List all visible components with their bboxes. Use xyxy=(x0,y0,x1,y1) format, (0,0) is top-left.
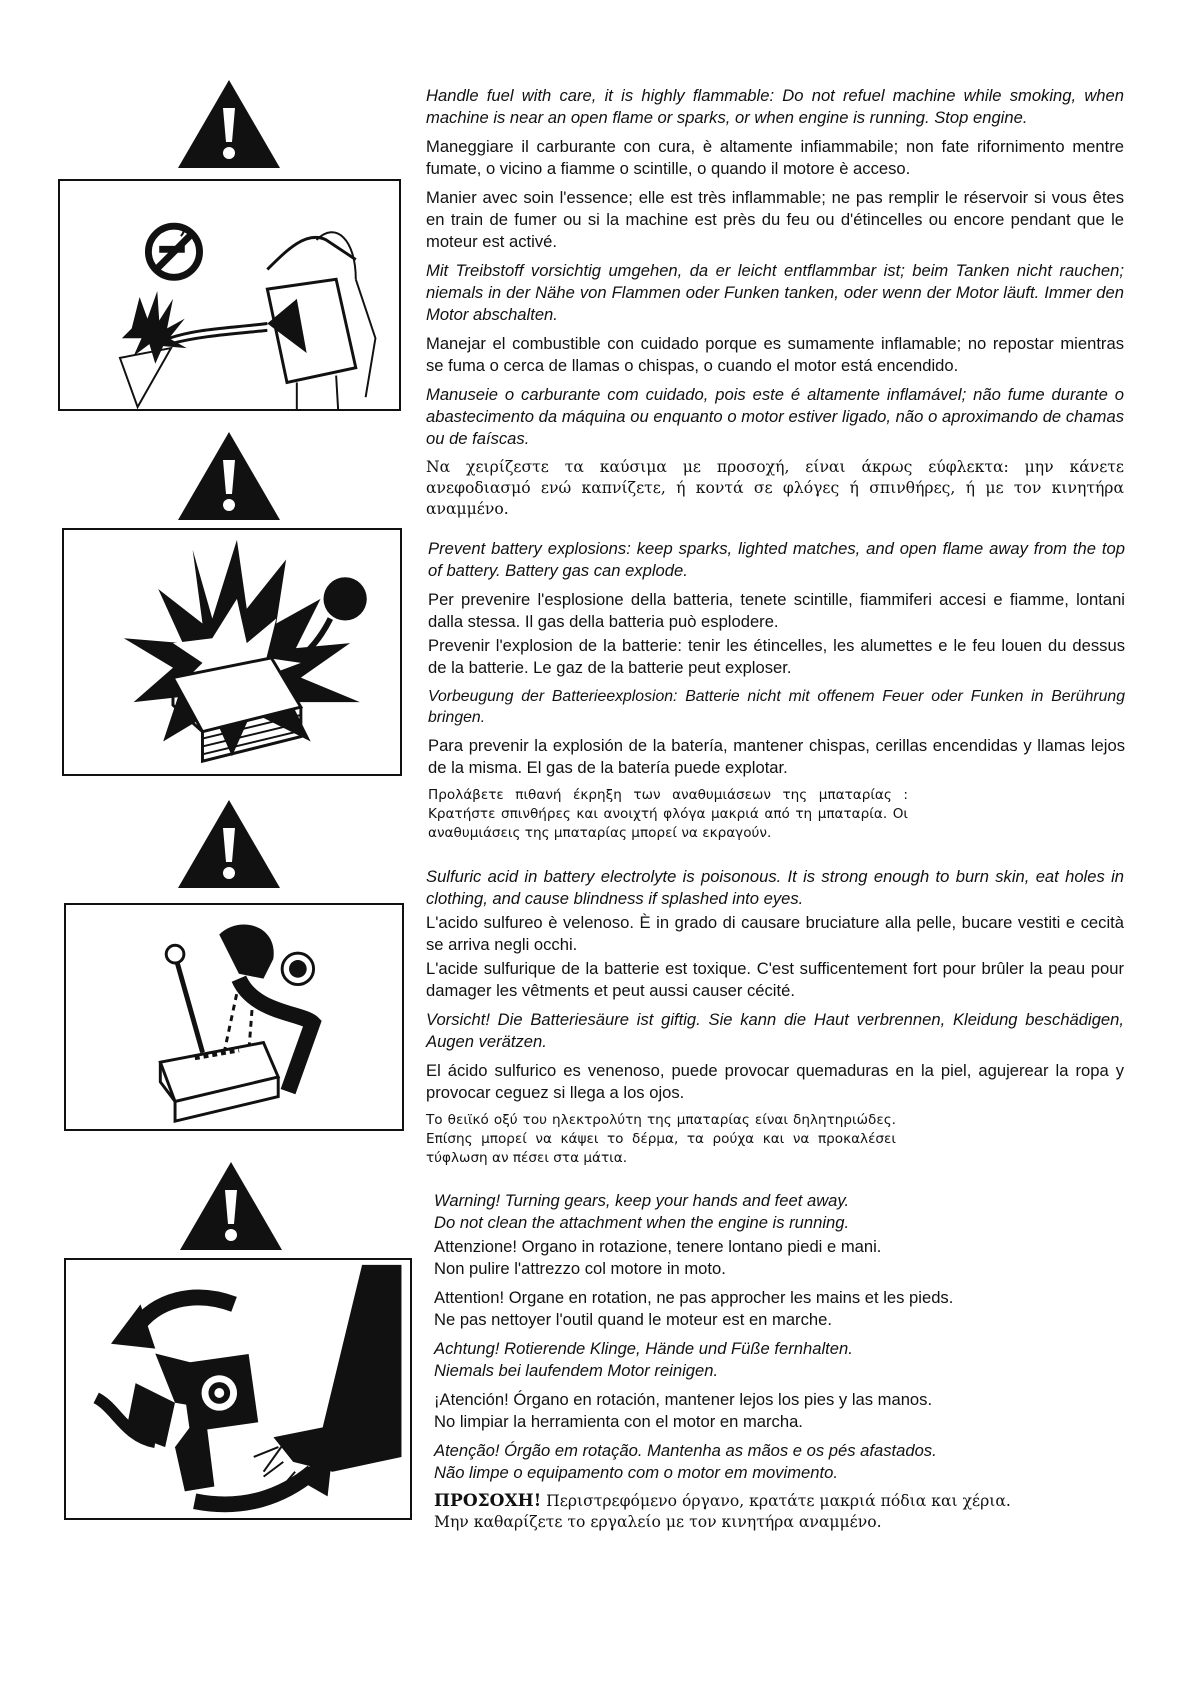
acid-warning-it: L'acido sulfureo è velenoso. È in grado di causare bruciature alla pelle, bucare vestiti e cecità se arriva negli occhi. xyxy=(426,913,1124,954)
gears-warning-pt: Atenção! Órgão em rotação. Mantenha as mãos e os pés afastados. Não limpe o equipamento com o motor em movimento. xyxy=(434,1441,937,1482)
warning-triangle-icon xyxy=(178,1160,284,1252)
fuel-warning-pt: Manuseie o carburante com cuidado, pois este é altamente inflamável; não fume durante o abastecimento da máquina ou enquanto o motor estiver ligado, não o aproximando de chamas ou de faíscas. xyxy=(426,385,1124,448)
explosion-warning-en: Prevent battery explosions: keep sparks, lighted matches, and open flame away from the top of battery. Battery gas can explode. xyxy=(428,539,1125,580)
explosion-warning-es: Para prevenir la explosión de la batería, mantener chispas, cerillas encendidas y llamas lejos de la misma. El gas de la batería puede explotar. xyxy=(428,736,1125,777)
refueling-no-smoking-pictogram xyxy=(58,179,401,411)
acid-warning-es: El ácido sulfurico es venenoso, puede provocar quemaduras en la piel, agujerear la ropa y provocar ceguez si llega a los ojos. xyxy=(426,1061,1124,1102)
section-explosion-text xyxy=(428,538,1125,850)
section-gears-text xyxy=(434,1190,1124,1540)
fuel-warning-fr: Manier avec soin l'essence; elle est très inflammable; ne pas remplir le réservoir si vous êtes en train de fumer ou si la machine est près du feu ou d'étincelles ou encore pendant que le moteur est activé. xyxy=(426,188,1124,251)
explosion-warning-de: Vorbeugung der Batterieexplosion: Batterie nicht mit offenem Feuer oder Funken in Berührung bringen. xyxy=(428,688,1125,726)
warning-triangle-icon xyxy=(176,798,282,890)
fuel-warning-el: Να χειρίζεστε τα καύσιμα με προσοχή, είναι άκρως εύφλεκτα: μην κάνετε ανεφοδιασμό ενώ καπνίζετε, ή κοντά σε φλόγες ή σπινθήρες, ή με τον κινητήρα αναμμένο. xyxy=(426,458,1124,518)
gears-warning-el xyxy=(434,1491,1124,1533)
acid-warning-fr: L'acide sulfurique de la batterie est toxique. C'est sufficentement fort pour brûler la peau pour damager les vêtments et peut aussi causer cécité. xyxy=(426,959,1124,1000)
gears-warning-fr: Attention! Organe en rotation, ne pas approcher les mains et les pieds. Ne pas nettoyer l'outil quand le moteur est en marche. xyxy=(434,1288,954,1329)
rotating-gears-pictogram xyxy=(64,1258,412,1520)
gears-warning-it: Attenzione! Organo in rotazione, tenere lontano piedi e mani. Non pulire l'attrezzo col motore in moto. xyxy=(434,1237,882,1278)
acid-warning-de: Vorsicht! Die Batteriesäure ist giftig. Sie kann die Haut verbrennen, Kleidung beschädigen, Augen verätzen. xyxy=(426,1010,1124,1051)
warning-triangle-icon xyxy=(176,78,282,170)
gears-warning-el-body: Περιστρεφόμενο όργανο, κρατάτε μακριά πόδια και χέρια. Μην καθαρίζετε το εργαλείο με τον κινητήρα αναμμένο. xyxy=(434,1492,1011,1531)
gears-warning-de: Achtung! Rotierende Klinge, Hände und Füße fernhalten. Niemals bei laufendem Motor reinigen. xyxy=(434,1339,853,1380)
explosion-warning-it: Per prevenire l'esplosione della batteria, tenete scintille, fiammiferi accesi e fiamme, lontani dalla stessa. Il gas della batteria può esplodere. xyxy=(428,590,1125,631)
battery-explosion-pictogram xyxy=(62,528,402,776)
fuel-warning-de: Mit Treibstoff vorsichtig umgehen, da er leicht entflammbar ist; beim Tanken nicht rauchen; niemals in der Nähe von Flammen oder Funken tanken, oder wenn der Motor läuft. Immer den Motor abschalten. xyxy=(426,261,1124,324)
gears-warning-es: ¡Atención! Órgano en rotación, mantener lejos los pies y las manos. No limpiar la herramienta con el motor en marcha. xyxy=(434,1390,933,1431)
section-fuel-text xyxy=(426,85,1124,527)
section-acid-text xyxy=(426,866,1124,1175)
explosion-warning-fr: Prevenir l'explosion de la batterie: tenir les étincelles, les alumettes e le feu louen du dessus de la batterie. Le gaz de la batterie peut exploser. xyxy=(428,636,1125,677)
gears-warning-el-heading: ΠΡΟΣΟΧΗ! xyxy=(434,1491,542,1511)
fuel-warning-en: Handle fuel with care, it is highly flammable: Do not refuel machine while smoking, when machine is near an open flame or sparks, or when engine is running. Stop engine. xyxy=(426,86,1124,127)
fuel-warning-es: Manejar el combustible con cuidado porque es sumamente inflamable; no repostar mientras se fuma o cerca de llamas o chispas, o cuando el motor está encendido. xyxy=(426,334,1124,375)
fuel-warning-it: Maneggiare il carburante con cura, è altamente infiammabile; non fate rifornimento mentre fumate, o vicino a fiamme o scintille, o quando il motore è acceso. xyxy=(426,137,1124,178)
acid-warning-en: Sulfuric acid in battery electrolyte is poisonous. It is strong enough to burn skin, eat holes in clothing, and cause blindness if splashed into eyes. xyxy=(426,867,1124,908)
battery-acid-pictogram xyxy=(64,903,404,1131)
explosion-warning-el: Προλάβετε πιθανή έκρηξη των αναθυμιάσεων της μπαταρίας : Κρατήστε σπινθήρες και ανοιχτή φλόγα μακριά από τη μπαταρία. Οι αναθυμιάσεις της μπαταρίας μπορεί να εκραγούν. xyxy=(428,787,908,841)
gears-warning-en: Warning! Turning gears, keep your hands and feet away. Do not clean the attachment when the engine is running. xyxy=(434,1191,850,1232)
acid-warning-el: Το θειϊκό οξύ του ηλεκτρολύτη της μπαταρίας είναι δηλητηριώδες. Επίσης μπορεί να κάψει το δέρμα, τα ρούχα και να προκαλέσει τύφλωση αν πέσει στα μάτια. xyxy=(426,1112,896,1166)
warning-triangle-icon xyxy=(176,430,282,522)
